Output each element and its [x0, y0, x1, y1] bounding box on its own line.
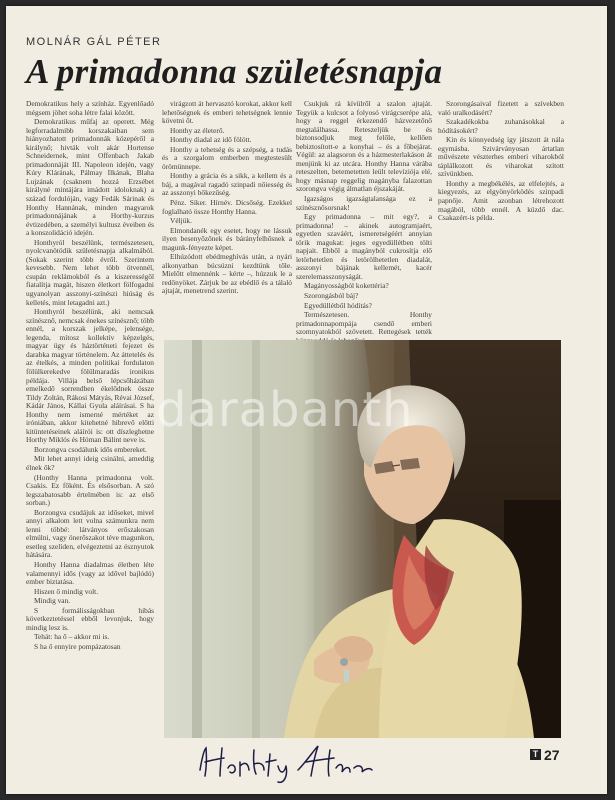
watermark-text: darabanth: [156, 382, 414, 438]
paragraph: Mindig van.: [34, 596, 71, 606]
paragraph: Tehát: ha ő – akkor mi is.: [34, 632, 110, 642]
paragraph: Honthy a grácia és a sikk, a kellem és a báj, a magával ragadó szinpadi nőiesség és az asszonyi bőkezűség.: [162, 171, 292, 198]
paragraph: Borzongva csudájuk az időseket, mivel annyi alkalom lett volna számunkra nem lenni többé: látványos erőszakosan elmúlni, vagy önerőszakot téve magunkon, esetleg szelíden, elvégeztetni az észnyutok hátására.: [26, 507, 154, 560]
paragraph: Hiszen ő mindig volt.: [34, 586, 99, 596]
paragraph: Pénz. Siker. Hírnév. Dicsőség. Ezekkel foglalható össze Honthy Hanna.: [162, 198, 292, 216]
page-number: 27: [544, 747, 560, 763]
paragraph: Egyedüllétből hódítás?: [304, 300, 372, 310]
text-column-1: [26, 100, 154, 700]
portrait-photo: [164, 340, 561, 738]
paragraph: Magányosságból kokettéria?: [304, 281, 389, 291]
paragraph: Honthy Hanna diadalmas életben léte valamennyi idős (vagy az idővel bajlódó) ember biztatása.: [26, 559, 154, 587]
portrait-photo-illustration: [164, 340, 561, 738]
text-column-3: [296, 100, 432, 338]
paragraph: Demokratikus műfaj az operett. Még legforradalmibb korszakaiban sem hiányozhatott primadonnák közepéről a királynő; hivták volt akár Hortense Schneidernek, mint Offenbach Jakab primadonnáját III. Napoleon idején, vagy Kúry Klárának, Pálmay Ilkának, Blaha Lujzának (csaknem hozzá Erzsébet királyné mintájára imádott idoloknak) a század fordulóján, vagy Fedák Sárinak és Honthy Hannának, minden magyarok primadonnájának a Horthy-kurzus évtizedében, a személyi kultusz éveiben és a konszolidáció idején.: [26, 117, 154, 238]
magazine-page: [6, 6, 607, 794]
handwritten-signature: [194, 740, 374, 784]
paragraph: Elmondanék egy esetet, hogy ne lássuk ilyen besenyőzőnek és bárányfelhősnek a magunk-fényezte képet.: [162, 225, 292, 252]
paragraph: Szorongásból báj?: [304, 291, 359, 301]
paragraph: Szakadékokba zuhanásokkal a hódításokért?: [438, 117, 564, 135]
paragraph: Honthyról beszélünk, aki nemcsak színésznő, nemcsak énekes színésznő; több ennél, a korszak jelképe, jelensége, legenda, mítosz kollektív képzelgés, magyar ügy és háztörténeti fejezet és darabka magyar történelem. Az áttetelés és az ételkés, a minden politikai fordulaton fölülkerekedve fölülmaradás ironikus példája. Villája belső lépcsőházában emelkedő sorrendben ékelődnek össze Tildy Zoltán, Rákosi Mátyás, Révai József, Kádár János, Kállai Gyula aláírásai. S ha Honthy nem ismerné mértéket az iróniában, akkor kitehetné hibrevő előtti kitüntetéseinek aláírói is: ott díszleghetne Horthy Miklós és Hóman Bálint neve is.: [26, 307, 154, 445]
paragraph: Borzongva csodálunk idős embereket.: [34, 444, 147, 454]
paragraph: S formálisságokban hibás következtetéssel ebből levonjuk, hogy mindig lesz is.: [26, 605, 154, 632]
paragraph: Mit lehet annyi ideig csinálni, ameddig élnek ők?: [26, 454, 154, 472]
paragraph: Elhúzódott ebédmeghívás után, a nyári alkonyatban búcsúzni kezdtünk tőle. Mielőtt elmennénk – kérte –, húzzuk le a redőnyöket. Zárjuk be az ebédlő és a tálaló ajtaját, menetrend szerint.: [162, 252, 292, 296]
text-column-4: [438, 100, 564, 332]
paragraph: virágzott át hervasztó korokat, akkor kell lehetőségnek és emberi tehetségnek lennie követni őt.: [162, 99, 292, 126]
paragraph: Véljük.: [170, 216, 192, 226]
paragraph: Igazságos igazságtalansága ez a színésznősorsnak!: [296, 194, 432, 212]
paragraph: Csukjuk rá kívülről a szalon ajtaját. Tegyük a kulcsot a folyosó virágcserépe alá, hogy a reggel érkezendő házvezetőnő megtalálhassa. Reteszeljük be és biztonsodjuk meg felőle, kellően bebiztosított-e a konyhai – és a főbejárat. Végül: az alagsoron és a házmesterlakáson át menjünk ki az utcára. Honthy Hanna várába reteszelten, betemetetten leült televíziója elé, hogy másnap reggelig magányba falazottan szorongva végig álmatlan éjszakáját.: [296, 99, 432, 194]
text-column-2: [162, 100, 292, 338]
paragraph: Honthy a tehetség és a szépség, a tudás és a szorgalom emberben megtestesült örömünnepe.: [162, 144, 292, 171]
paragraph: Honthy az életerő.: [170, 125, 225, 135]
paragraph: S ha ő ennyire pompázatosan: [34, 641, 121, 651]
headline: A primadonna születésnapja: [26, 52, 443, 91]
paragraph: Honthy diadal az idő fölött.: [170, 135, 252, 145]
paragraph: (Honthy Hanna primadonna volt. Csakis. Ez főként. És elsősorban. A szó legszabatosabb értelmében is: az első sorban.): [26, 472, 154, 508]
paragraph: Honthyról beszélünk, természetesen, nyolcvanötödik születésnapja alkalmából. (Sokak szerint több évről. Szerintem kevesebb. Nem lehet több ötvennél, csupán reklámokból és a kiszerességől fiatalítja magát, hiszen életkort fölfogadni ugyanolyan asszonyi-színészi hiúság és kelletés, mint letagadni azt.): [26, 237, 154, 307]
paragraph: Természetesen. Honthy primadonnapompája csendő emberi szomnyatokból szövetett. Rettegések tették: [296, 310, 432, 337]
paragraph: Egy primadonna – mit egy?, a primadonna! – akinek autogramjaért, egyetlen szaváért, ismeretségéért annyian törik magukat: jeges egyedüllétben tölti napjait. Ebből a magányból cukrosítja elő letörhetetlen és letörölhetetlen diadalát, asszonyi bájának kellemét, kacér szerelemasszonyságát.: [296, 212, 432, 281]
paragraph: Kin és könnyedség így játszott át nála egymásba. Szivárványosan ártatlan művészete vészterhes emberi viharokból táplálkozott és viharokat szított szívünkben.: [438, 135, 564, 179]
byline: MOLNÁR GÁL PÉTER: [26, 36, 162, 48]
magazine-logo: T: [530, 749, 541, 760]
paragraph: Honthy a megbékélés, az elfelejtés, a kiegyezés, az elgyönyörködés szinpadi papnője. Amit azonban létrehozott magából, több ennél. A küzdő dac. Csakazért-is példa.: [438, 178, 564, 223]
paragraph: Szorongásaival fizetett a szívekben való uralkodásért?: [438, 99, 564, 117]
paragraph: Demokratikus hely a színház. Egyenlőadó mégsem jöhet soha létre falai között.: [26, 99, 154, 117]
